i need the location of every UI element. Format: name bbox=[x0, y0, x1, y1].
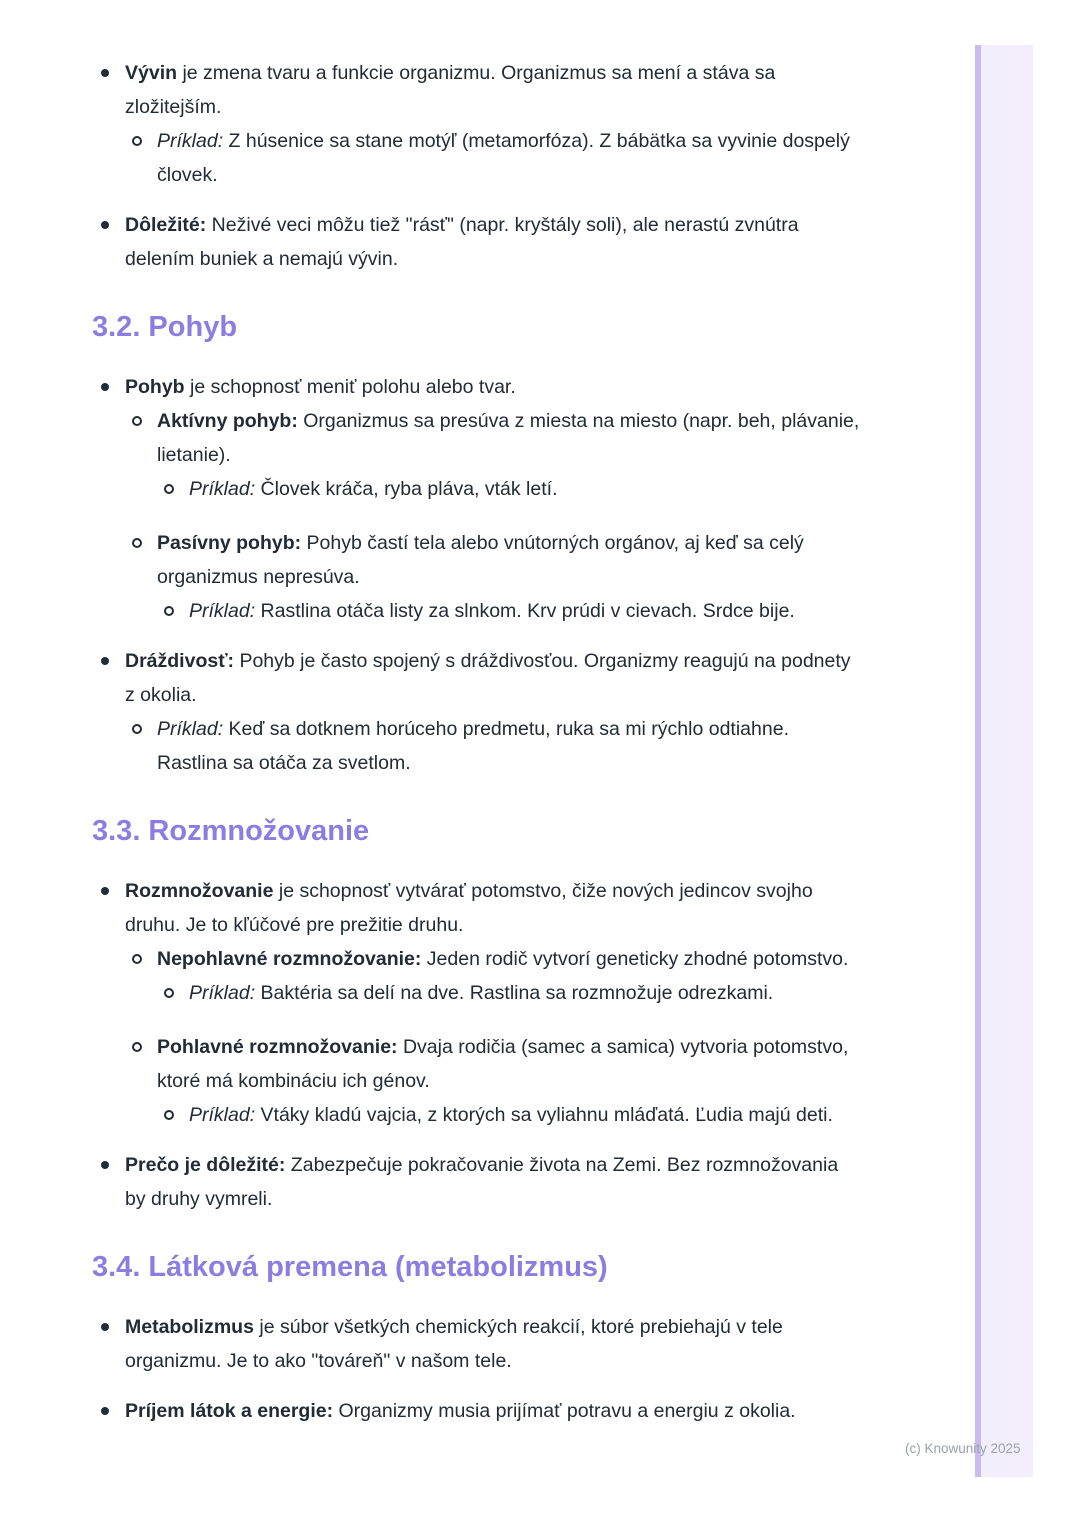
section-pohyb bbox=[0, 310, 975, 780]
item-text: Organizmus sa presúva z miesta na miesto (napr. beh, plávanie, lietanie). bbox=[157, 410, 860, 466]
list-group bbox=[0, 1310, 975, 1378]
list-item bbox=[0, 942, 860, 976]
list-group bbox=[0, 644, 975, 780]
term-bold: Pohyb bbox=[125, 376, 185, 398]
item-text: Organizmy musia prijímať potravu a energiu z okolia. bbox=[333, 1400, 796, 1422]
copyright-watermark: (c) Knowunity 2025 bbox=[905, 1441, 1021, 1456]
example-text: Človek kráča, ryba pláva, vták letí. bbox=[255, 478, 558, 500]
item-text: Zabezpečuje pokračovanie života na Zemi. Bez rozmnožovania by druhy vymreli. bbox=[125, 1154, 839, 1210]
list-item bbox=[0, 1148, 860, 1216]
example-item bbox=[0, 976, 860, 1010]
list-item bbox=[0, 404, 860, 472]
list-group bbox=[0, 1148, 975, 1216]
section-rozmnozovanie bbox=[0, 814, 975, 1216]
item-text: Pohyb častí tela alebo vnútorných orgánov, aj keď sa celý organizmus nepresúva. bbox=[157, 532, 804, 588]
term-bold: Metabolizmus bbox=[125, 1316, 254, 1338]
item-text: Pohyb je často spojený s dráždivosťou. Organizmy reagujú na podnety z okolia. bbox=[125, 650, 851, 706]
example-label: Príklad: bbox=[157, 718, 224, 740]
example-label: Príklad: bbox=[189, 1104, 256, 1126]
item-text: Dvaja rodičia (samec a samica) vytvoria potomstvo, ktoré má kombináciu ich génov. bbox=[157, 1036, 849, 1092]
example-item bbox=[0, 472, 860, 506]
term-bold: Príjem látok a energie: bbox=[125, 1400, 334, 1422]
term-bold: Pasívny pohyb: bbox=[157, 532, 302, 554]
list-item bbox=[0, 1394, 860, 1428]
example-item bbox=[0, 124, 860, 192]
example-label: Príklad: bbox=[189, 982, 256, 1004]
example-text: Rastlina otáča listy za slnkom. Krv prúdi v cievach. Srdce bije. bbox=[255, 600, 795, 622]
list-group bbox=[0, 1394, 975, 1428]
list-item bbox=[0, 526, 860, 594]
item-text: Jeden rodič vytvorí geneticky zhodné potomstvo. bbox=[421, 948, 849, 970]
term-bold: Pohlavné rozmnožovanie: bbox=[157, 1036, 398, 1058]
section-heading: 3.4. Látková premena (metabolizmus) bbox=[92, 1251, 608, 1283]
example-text: Baktéria sa delí na dve. Rastlina sa rozmnožuje odrezkami. bbox=[255, 982, 774, 1004]
list-group bbox=[0, 370, 975, 628]
item-text: Neživé veci môžu tiež "rásť" (napr. kryštály soli), ale nerastú zvnútra delením buniek a nemajú vývin. bbox=[125, 214, 799, 270]
term-bold: Nepohlavné rozmnožovanie: bbox=[157, 948, 422, 970]
item-text: je zmena tvaru a funkcie organizmu. Organizmus sa mení a stáva sa zložitejším. bbox=[125, 62, 776, 118]
example-label: Príklad: bbox=[157, 130, 224, 152]
example-text: Keď sa dotknem horúceho predmetu, ruka sa mi rýchlo odtiahne. Rastlina sa otáča za svetlom. bbox=[157, 718, 789, 774]
example-item bbox=[0, 594, 860, 628]
list-item bbox=[0, 644, 860, 712]
term-bold: Dôležité: bbox=[125, 214, 207, 236]
term-bold: Rozmnožovanie bbox=[125, 880, 274, 902]
term-bold: Prečo je dôležité: bbox=[125, 1154, 286, 1176]
item-text: je schopnosť vytvárať potomstvo, čiže nových jedincov svojho druhu. Je to kľúčové pre prežitie druhu. bbox=[125, 880, 813, 936]
list-item bbox=[0, 56, 860, 124]
term-bold: Dráždivosť: bbox=[125, 650, 235, 672]
list-item bbox=[0, 874, 860, 942]
section-heading: 3.3. Rozmnožovanie bbox=[92, 815, 370, 847]
list-group bbox=[0, 56, 975, 192]
term-bold: Vývin bbox=[125, 62, 178, 84]
section-metabolizmus bbox=[0, 1250, 975, 1428]
example-item bbox=[0, 712, 860, 780]
example-label: Príklad: bbox=[189, 600, 256, 622]
term-bold: Aktívny pohyb: bbox=[157, 410, 298, 432]
item-text: je schopnosť meniť polohu alebo tvar. bbox=[184, 376, 516, 398]
decorative-sidebar bbox=[975, 45, 1033, 1477]
example-text: Z húsenice sa stane motýľ (metamorfóza). Z bábätka sa vyvinie dospelý človek. bbox=[157, 130, 850, 186]
list-group bbox=[0, 208, 975, 276]
section-intro bbox=[0, 56, 975, 276]
list-item bbox=[0, 370, 860, 404]
list-item bbox=[0, 1310, 860, 1378]
example-text: Vtáky kladú vajcia, z ktorých sa vyliahnu mláďatá. Ľudia majú deti. bbox=[255, 1104, 833, 1126]
list-item bbox=[0, 208, 860, 276]
example-label: Príklad: bbox=[189, 478, 256, 500]
section-heading: 3.2. Pohyb bbox=[92, 311, 238, 343]
list-group bbox=[0, 874, 975, 1132]
item-text: je súbor všetkých chemických reakcií, ktoré prebiehajú v tele organizmu. Je to ako "továreň" v našom tele. bbox=[125, 1316, 783, 1372]
example-item bbox=[0, 1098, 860, 1132]
list-item bbox=[0, 1030, 860, 1098]
